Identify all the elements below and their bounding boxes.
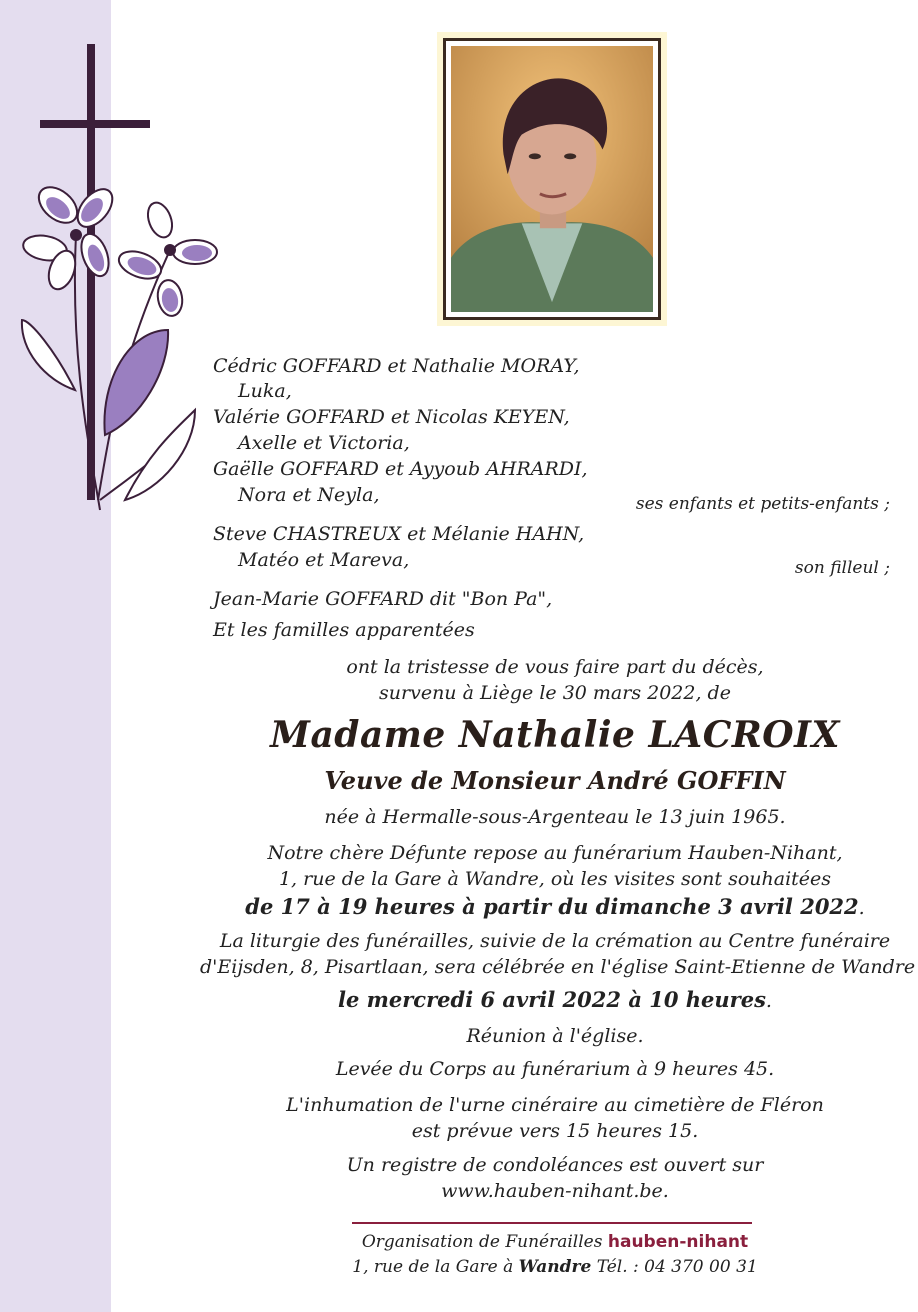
- widow-line: Veuve de Monsieur André GOFFIN: [324, 766, 786, 795]
- godson-note: son filleul ;: [794, 558, 890, 578]
- ceremony-date-line: le mercredi 6 avril 2022 à 10 heures.: [338, 987, 772, 1012]
- levee-line: Levée du Corps au funérarium à 9 heures 45.: [335, 1058, 775, 1080]
- family-line-4: Axelle et Victoria,: [238, 432, 410, 454]
- family-line-6: Nora et Neyla,: [238, 484, 380, 506]
- footer-address-line: [300, 1257, 810, 1277]
- footer-city: Wandre: [518, 1257, 592, 1277]
- liturgy-line-2: d'Eijsden, 8, Pisartlaan, sera célébrée en l'église Saint-Etienne de Wandre: [200, 956, 916, 978]
- footer-org-line: [300, 1232, 810, 1252]
- register-line-1: Un registre de condoléances est ouvert sur: [346, 1154, 764, 1176]
- meeting-line: Réunion à l'église.: [466, 1025, 644, 1047]
- birth-line: née à Hermalle-sous-Argenteau le 13 juin 1965.: [324, 806, 786, 828]
- footer-phone: Tél. : 04 370 00 31: [596, 1257, 758, 1277]
- family-line-1: Cédric GOFFARD et Nathalie MORAY,: [213, 355, 580, 377]
- footer-address: 1, rue de la Gare à: [352, 1257, 514, 1277]
- children-note: ses enfants et petits-enfants ;: [635, 494, 890, 514]
- rest-line-2: 1, rue de la Gare à Wandre, où les visites sont souhaitées: [278, 868, 832, 890]
- visits-text: de 17 à 19 heures à partir du dimanche 3 avril 2022: [245, 894, 859, 919]
- visits-line: de 17 à 19 heures à partir du dimanche 3 avril 2022.: [245, 894, 865, 919]
- family-line-2: Luka,: [238, 380, 292, 402]
- intro-line-1: ont la tristesse de vous faire part du décès,: [346, 656, 764, 678]
- family-line-5: Gaëlle GOFFARD et Ayyoub AHRARDI,: [213, 458, 588, 480]
- intro-line-2: survenu à Liège le 30 mars 2022, de: [379, 682, 731, 704]
- family-line-7: Steve CHASTREUX et Mélanie HAHN,: [213, 523, 585, 545]
- rest-line-1: Notre chère Défunte repose au funérarium Hauben-Nihant,: [267, 842, 843, 864]
- cross-flower-ornament: [0, 30, 240, 550]
- portrait-photo: [451, 46, 653, 312]
- family-line-10: Et les familles apparentées: [213, 619, 475, 641]
- footer-divider: [352, 1222, 752, 1224]
- family-line-8: Matéo et Mareva,: [238, 549, 410, 571]
- family-line-3: Valérie GOFFARD et Nicolas KEYEN,: [213, 406, 570, 428]
- inhumation-line-1: L'inhumation de l'urne cinéraire au cimetière de Fléron: [286, 1094, 824, 1116]
- brand-logo: hauben-nihant: [607, 1232, 749, 1252]
- footer-org: Organisation de Funérailles: [361, 1232, 603, 1252]
- flower-icon: [21, 180, 217, 510]
- inhumation-line-2: est prévue vers 15 heures 15.: [411, 1120, 699, 1142]
- family-line-9: Jean-Marie GOFFARD dit "Bon Pa",: [213, 588, 553, 610]
- liturgy-line-1: La liturgie des funérailles, suivie de la crémation au Centre funéraire: [219, 930, 891, 952]
- portrait-frame: [437, 32, 667, 326]
- ceremony-date: le mercredi 6 avril 2022 à 10 heures: [338, 987, 766, 1012]
- deceased-name: Madame Nathalie LACROIX: [270, 714, 840, 756]
- register-line-2: www.hauben-nihant.be.: [441, 1180, 669, 1202]
